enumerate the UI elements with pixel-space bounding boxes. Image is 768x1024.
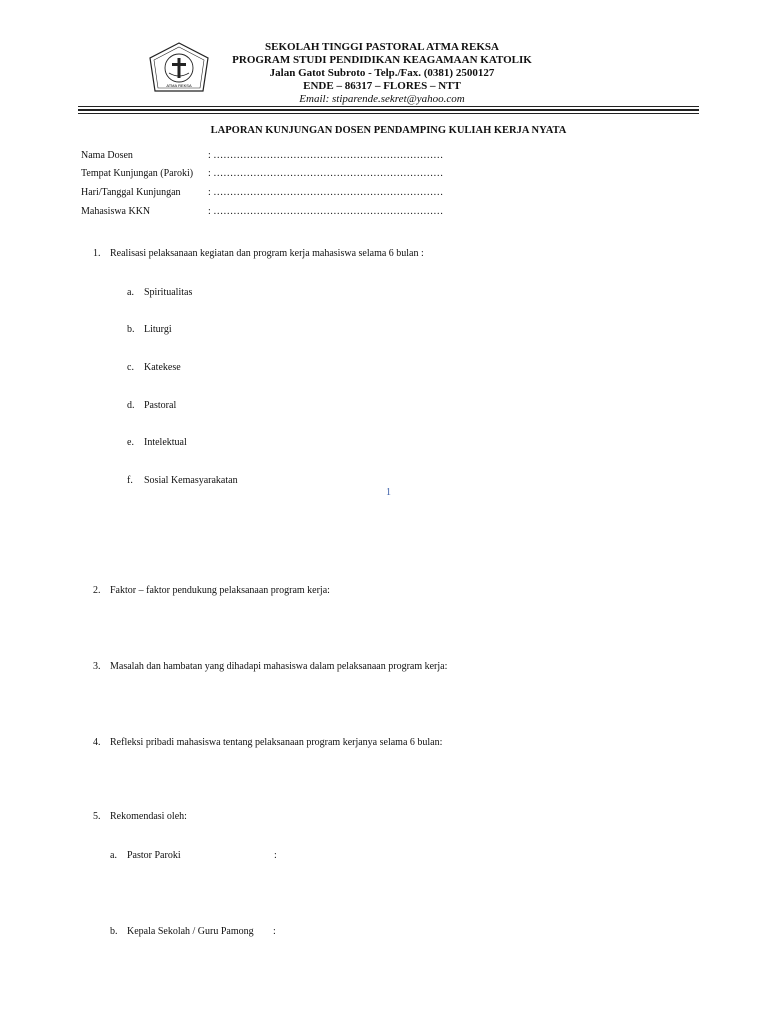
field-value-nama-dosen[interactable]: : ……………………………………………………………	[208, 150, 444, 161]
recommendation-kepala-sekolah: Kepala Sekolah / Guru Pamong	[127, 926, 254, 937]
question-number: 5.	[93, 811, 101, 822]
address-line: Jalan Gatot Subroto - Telp./Fax. (0381) 2500127	[269, 67, 495, 79]
recommendation-pastor-paroki: Pastor Paroki	[127, 850, 181, 861]
question-text: Masalah dan hambatan yang dihadapi mahasiswa dalam pelaksanaan program kerja:	[110, 661, 448, 672]
recommendation-colon: :	[274, 850, 277, 861]
field-label-tempat-kunjungan: Tempat Kunjungan (Paroki)	[81, 168, 194, 179]
sub-item-letter: c.	[127, 362, 134, 373]
sub-item-letter: b.	[127, 324, 135, 335]
recommendation-colon: :	[273, 926, 276, 937]
field-label-hari-tanggal: Hari/Tanggal Kunjungan	[81, 187, 181, 198]
question-number: 1.	[93, 248, 101, 259]
field-label-nama-dosen: Nama Dosen	[81, 150, 133, 161]
question-text: Faktor – faktor pendukung pelaksanaan program kerja:	[110, 585, 330, 596]
sub-item-letter: d.	[127, 400, 135, 411]
sub-item-sosial-kemasyarakatan: Sosial Kemasyarakatan	[144, 475, 238, 486]
sub-item-pastoral: Pastoral	[144, 400, 177, 411]
sub-item-katekese: Katekese	[144, 362, 181, 373]
question-number: 4.	[93, 737, 101, 748]
recommendation-letter: a.	[110, 850, 117, 861]
question-number: 3.	[93, 661, 101, 672]
email-line: Email: stiparende.sekret@yahoo.com	[299, 93, 465, 105]
field-value-hari-tanggal[interactable]: : ……………………………………………………………	[208, 187, 444, 198]
program-name: PROGRAM STUDI PENDIDIKAN KEAGAMAAN KATOLIK	[232, 54, 532, 66]
field-value-tempat-kunjungan[interactable]: : ……………………………………………………………	[208, 168, 444, 179]
recommendation-letter: b.	[110, 926, 118, 937]
header-divider-second	[78, 110, 699, 114]
sub-item-letter: a.	[127, 287, 134, 298]
sub-item-liturgi: Liturgi	[144, 324, 172, 335]
question-text: Realisasi pelaksanaan kegiatan dan program kerja mahasiswa selama 6 bulan :	[110, 248, 424, 259]
page-number: 1	[386, 487, 391, 498]
field-value-mahasiswa-kkn[interactable]: : ……………………………………………………………	[208, 206, 444, 217]
sub-item-letter: e.	[127, 437, 134, 448]
city-line: ENDE – 86317 – FLORES – NTT	[303, 80, 461, 92]
field-label-mahasiswa-kkn: Mahasiswa KKN	[81, 206, 151, 217]
logo-text: ATMA REKSA	[166, 83, 192, 88]
question-number: 2.	[93, 585, 101, 596]
question-text: Rekomendasi oleh:	[110, 811, 187, 822]
institution-name: SEKOLAH TINGGI PASTORAL ATMA REKSA	[265, 41, 499, 53]
sub-item-spiritualitas: Spiritualitas	[144, 287, 193, 298]
report-title: LAPORAN KUNJUNGAN DOSEN PENDAMPING KULIAH KERJA NYATA	[210, 125, 567, 136]
sub-item-letter: f.	[127, 475, 133, 486]
question-text: Refleksi pribadi mahasiswa tentang pelaksanaan program kerjanya selama 6 bulan:	[110, 737, 443, 748]
sub-item-intelektual: Intelektual	[144, 437, 187, 448]
